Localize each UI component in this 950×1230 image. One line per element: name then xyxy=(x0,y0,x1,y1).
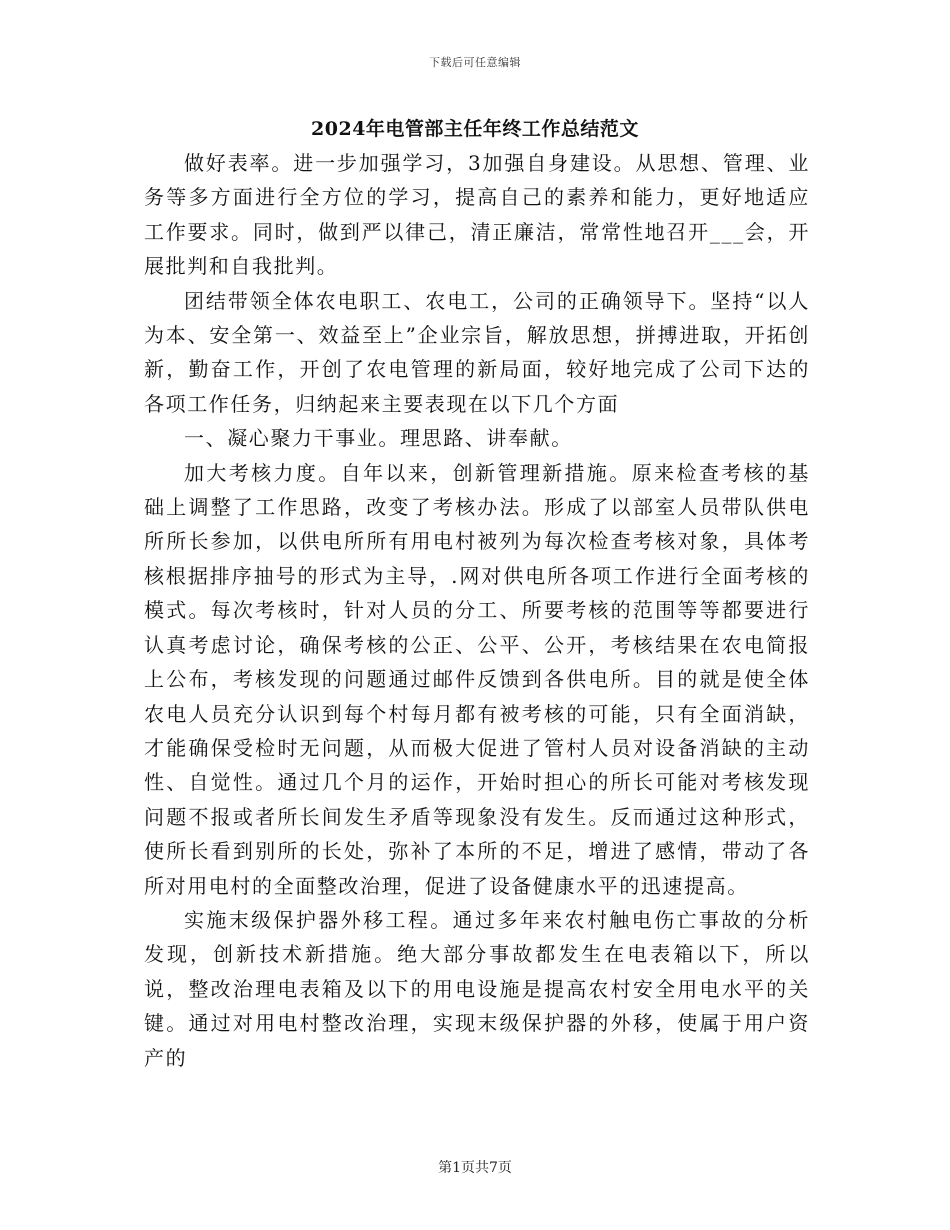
paragraph-4: 加大考核力度。自年以来，创新管理新措施。原来检查考核的基础上调整了工作思路，改变了考核办法。形成了以部室人员带队供电所所长参加，以供电所所有用电村被列为每次检查考核对象，具体考核根据排序抽号的形式为主导，.网对供电所各项工作进行全面考核的模式。每次考核时，针对人员的分工、所要考核的范围等等都要进行认真考虑讨论，确保考核的公正、公平、公开，考核结果在农电简报上公布，考核发现的问题通过邮件反馈到各供电所。目的就是使全体农电人员充分认识到每个村每月都有被考核的可能，只有全面消缺，才能确保受检时无问题，从而极大促进了管村人员对设备消缺的主动性、自觉性。通过几个月的运作，开始时担心的所长可能对考核发现问题不报或者所长间发生矛盾等现象没有发生。反而通过这种形式，使所长看到别所的长处，弥补了本所的不足，增进了感情，带动了各所对用电村的全面整改治理，促进了设备健康水平的迅速提高。 xyxy=(144,460,810,898)
paragraph-2: 团结带领全体农电职工、农电工，公司的正确领导下。坚持“以人为本、安全第一、效益至上”企业宗旨，解放思想，拼搏进取，开拓创新，勤奋工作，开创了农电管理的新局面，较好地完成了公司下达的各项工作任务，归纳起来主要表现在以下几个方面 xyxy=(144,288,810,416)
paragraph-3: 一、凝心聚力干事业。理思路、讲奉献。 xyxy=(184,426,573,451)
paragraph-1: 做好表率。进一步加强学习，3加强自身建设。从思想、管理、业务等多方面进行全方位的学习，提高自己的素养和能力，更好地适应工作要求。同时，做到严以律己，清正廉洁，常常性地召开___会，开展批判和自我批判。 xyxy=(144,151,810,279)
document-title: 2024年电管部主任年终工作总结范文 xyxy=(311,118,639,140)
page-footer-number: 第1页共7页 xyxy=(438,1160,512,1176)
page-header-note: 下载后可任意编辑 xyxy=(429,56,521,69)
document-body xyxy=(144,146,810,1075)
paragraph-5: 实施末级保护器外移工程。通过多年来农村触电伤亡事故的分析发现，创新技术新措施。绝大部分事故都发生在电表箱以下，所以说，整改治理电表箱及以下的用电设施是提高农村安全用电水平的关键。通过对用电村整改治理，实现末级保护器的外移，使属于用户资产的 xyxy=(144,907,810,1070)
